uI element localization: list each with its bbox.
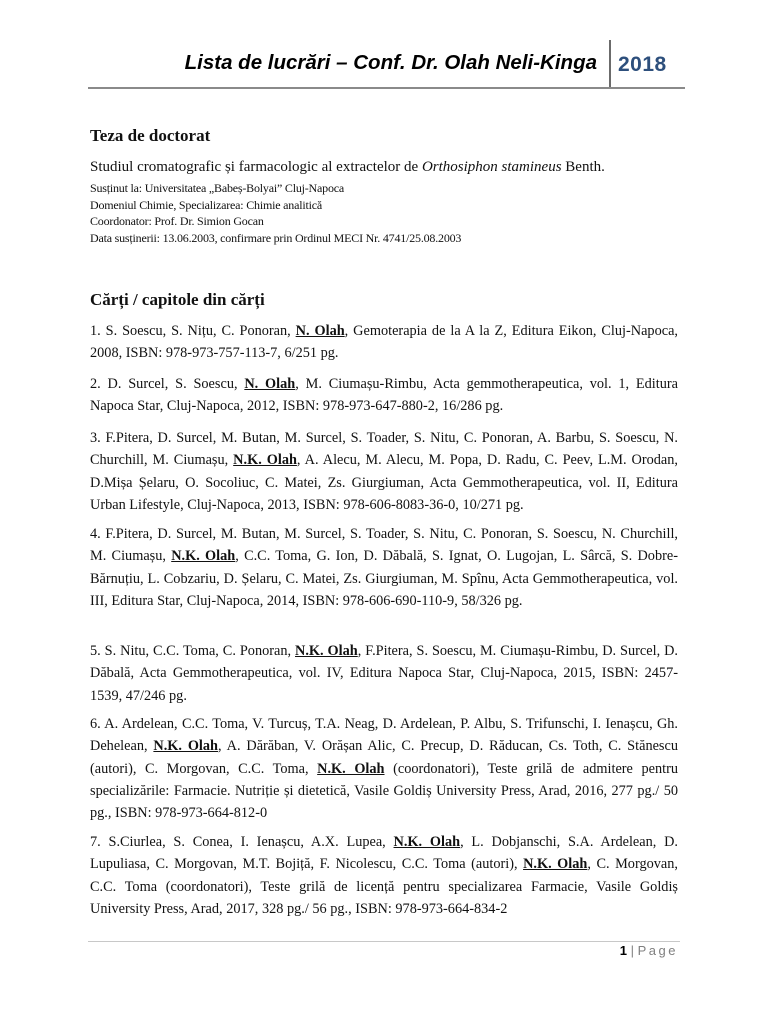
entry-text: 4. F.Pitera, D. Surcel, M. Butan, M. Surcel, S. Toader, S. Nitu, C. Ponoran, S. Soescu, N. Churchill, M. Ciumașu, xyxy=(90,526,678,565)
book-entry xyxy=(90,713,678,824)
author-highlight: N.K. Olah xyxy=(233,452,297,469)
page-number: 1 xyxy=(619,943,627,958)
author-highlight: N.K. Olah xyxy=(153,738,219,755)
entry-text: 5. S. Nitu, C.C. Toma, C. Ponoran, xyxy=(90,643,296,659)
thesis-coordinator: Coordonator: Prof. Dr. Simion Gocan xyxy=(90,214,264,228)
page-header xyxy=(88,40,685,88)
entry-text: , F.Pitera, S. Soescu, M. Ciumașu-Rimbu, D. Surcel, D. Dăbală, Acta Gemmotherapeutica, vol. IV, Editura Napoca Star, Cluj-Napoca, 2015, ISBN: 2457-1539, 47/246 pg. xyxy=(90,643,678,704)
thesis-title-species: Orthosiphon stamineus xyxy=(421,159,562,175)
author-highlight: N.K. Olah xyxy=(523,856,588,873)
entry-text: , C.C. Toma, G. Ion, D. Dăbală, S. Ignat, O. Lugojan, L. Sârcă, S. Dobre-Bărnuțiu, L. Cobzariu, D. Șelaru, C. Matei, Zs. Giurgiuman, M. Spînu, Acta Gemmotherapeutica, vol. III, Editura Star, Cluj-Napoca, 2014, ISBN: 978-606-690-110-9, 58/326 pg. xyxy=(90,548,678,609)
book-entry xyxy=(90,523,678,612)
book-entry xyxy=(90,373,678,418)
thesis-domain: Domeniul Chimie, Specializarea: Chimie analitică xyxy=(90,198,322,212)
author-highlight: N.K. Olah xyxy=(393,834,461,850)
book-entry xyxy=(90,427,678,516)
header-year: 2018 xyxy=(618,53,667,76)
entry-text: , L. Dobjanschi, S.A. Ardelean, D. Lupuliasa, C. Morgovan, M.T. Bojiță, F. Nicolescu, C.C. Toma (autori), xyxy=(90,834,678,873)
header-rule xyxy=(88,87,685,89)
page-word: Page xyxy=(637,943,678,958)
entry-text: (coordonatori), Teste grilă de admitere pentru specializările: Farmacie. Nutriție și dietetică, Vasile Goldiș University Press, Arad, 2016, 277 pg./ 50 pg., ISBN: 978-973-664-812-0 xyxy=(90,760,678,822)
thesis-title-prefix: Studiul cromatografic și farmacologic al extractelor de xyxy=(90,159,422,175)
thesis-title-suffix: Benth. xyxy=(561,159,605,175)
header-title: Lista de lucrări – Conf. Dr. Olah Neli-Kinga xyxy=(184,51,597,74)
author-highlight: N.K. Olah xyxy=(171,548,236,565)
thesis-title xyxy=(90,159,605,176)
entry-text: 7. S.Ciurlea, S. Conea, I. Ienașcu, A.X. Lupea, xyxy=(90,834,394,850)
page-footer xyxy=(620,943,678,958)
entry-text: 1. S. Soescu, S. Nițu, C. Ponoran, xyxy=(90,323,296,339)
book-entry xyxy=(90,640,678,707)
entry-text: 2. D. Surcel, S. Soescu, xyxy=(90,376,245,392)
thesis-heading: Teza de doctorat xyxy=(90,126,211,145)
thesis-defense-date: Data susținerii: 13.06.2003, confirmare prin Ordinul MECI Nr. 4741/25.08.2003 xyxy=(90,231,462,245)
thesis-defended-at: Susținut la: Universitatea „Babeș-Bolyai” Cluj-Napoca xyxy=(90,181,344,195)
book-entry xyxy=(90,320,678,365)
entry-text: , A. Dărăban, V. Orășan Alic, C. Precup, D. Răducan, Cs. Toth, C. Stănescu (autori), C. Morgovan, C.C. Toma, xyxy=(90,738,678,777)
author-highlight: N.K. Olah xyxy=(295,643,358,659)
entry-text: 3. F.Pitera, D. Surcel, M. Butan, M. Surcel, S. Toader, S. Nitu, C. Ponoran, A. Barbu, S. Soescu, N. Churchill, M. Ciumașu, xyxy=(90,430,678,469)
footer-rule xyxy=(88,941,680,942)
author-highlight: N. Olah xyxy=(295,323,345,339)
header-divider xyxy=(609,40,611,88)
entry-text: , A. Alecu, M. Alecu, M. Popa, D. Radu, C. Peev, L.M. Orodan, D.Mișa Șelaru, O. Socoliuc, C. Matei, Zs. Giurgiuman, Acta Gemmotherapeutica, vol. II, Editura Urban Lifestyle, Cluj-Napoca, 2013, ISBN: 978-606-8083-36-0, 10/271 pg. xyxy=(90,452,678,513)
author-highlight: N.K. Olah xyxy=(317,760,385,777)
entry-text: 6. A. Ardelean, C.C. Toma, V. Turcuș, T.A. Neag, D. Ardelean, P. Albu, S. Trifunschi, I. Ienașcu, Gh. Dehelean, xyxy=(90,716,678,755)
entry-text: , M. Ciumașu-Rimbu, Acta gemmotherapeutica, vol. 1, Editura Napoca Star, Cluj-Napoca, 2012, ISBN: 978-973-647-880-2, 16/286 pg. xyxy=(90,376,678,415)
books-heading: Cărți / capitole din cărți xyxy=(90,290,265,309)
book-entry xyxy=(90,831,678,920)
entry-text: , Gemoterapia de la A la Z, Editura Eikon, Cluj-Napoca, 2008, ISBN: 978-973-757-113-7, 6/251 pg. xyxy=(90,323,678,362)
page-separator: | xyxy=(630,943,634,958)
entry-text: , C. Morgovan, C.C. Toma (coordonatori), Teste grilă de licență pentru specializarea Farmacie, Vasile Goldiș University Press, Arad, 2017, 328 pg./ 56 pg., ISBN: 978-973-664-834-2 xyxy=(90,856,678,917)
author-highlight: N. Olah xyxy=(244,376,296,392)
